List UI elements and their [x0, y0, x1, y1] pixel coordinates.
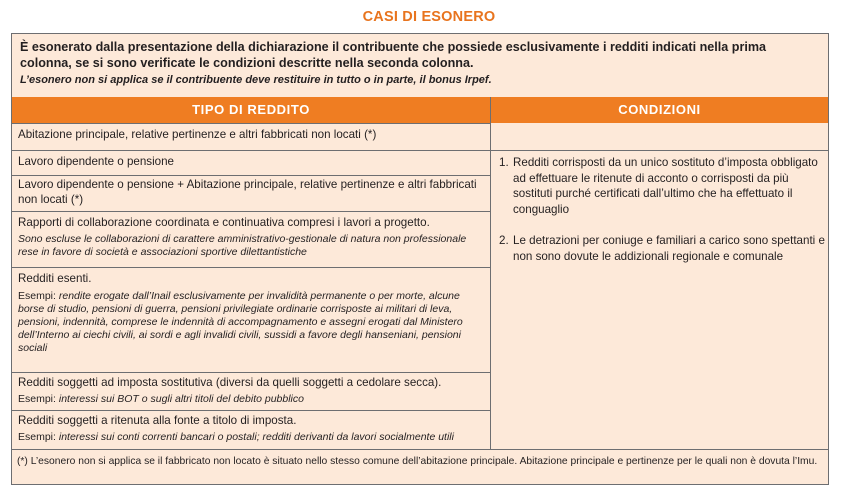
row-divider	[12, 123, 490, 124]
row-detail: interessi sui conti correnti bancari o postali; redditi derivanti da lavori socialmente utili	[58, 430, 454, 443]
row-text: Rapporti di collaborazione coordinata e continuativa compresi i lavori a progetto.	[18, 216, 430, 229]
condition-number: 1.	[499, 156, 509, 169]
condition-item	[499, 155, 825, 217]
intro-box	[12, 34, 828, 97]
row-example-prefix: Esempi:	[18, 392, 59, 405]
condition-number: 2.	[499, 234, 509, 247]
header-income-type: TIPO DI REDDITO	[12, 97, 491, 123]
row-text: Redditi esenti.	[18, 272, 92, 285]
table-row	[18, 128, 488, 143]
table-row	[18, 178, 488, 207]
table-row	[18, 376, 488, 406]
row-divider	[12, 449, 828, 450]
intro-note: L’esonero non si applica se il contribuente deve restituire in tutto o in parte, il bonus Irpef.	[20, 74, 492, 86]
row-text: Redditi soggetti ad imposta sostitutiva (diversi da quelli soggetti a cedolare secca).	[18, 376, 442, 389]
table-row	[18, 155, 488, 170]
footnote: (*) L’esonero non si applica se il fabbricato non locato è situato nello stesso comune dell’abitazione principale. Abitazione principale e pertinenze per le quali non è dovuta l’Imu.	[17, 456, 818, 467]
condition-text: Redditi corrisposti da un unico sostituto d’imposta obbligato ad effettuare le ritenute di acconto o corrisposti da più sostituti purché certificati dall’ultimo che ha effettuato il conguaglio	[513, 156, 818, 216]
row-divider	[12, 372, 490, 373]
condition-item	[499, 233, 825, 264]
row-detail: rendite erogate dall’Inail esclusivamente per invalidità permanente o per morte, alcune borse di studio, pensioni di guerra, pensioni privilegiate ordinarie corrisposte ai militari di leva, pensioni, indennità, comprese le indennità di accompagnamento e assegni erogati dal Ministero dell’Interno ai ciechi civili, ai sordi e agli invalidi civili, sussidi a favore degli hanseniani, pensioni sociali	[18, 289, 463, 355]
table-row	[18, 216, 488, 259]
intro-main-text: È esonerato dalla presentazione della dichiarazione il contribuente che possiede esclusivamente i redditi indicati nella prima colonna, se si sono verificate le condizioni descritte nella seconda colonna.	[20, 40, 767, 70]
row-detail: interessi sui BOT o sugli altri titoli del debito pubblico	[58, 392, 304, 405]
row-text: Redditi soggetti a ritenuta alla fonte a titolo di imposta.	[18, 414, 297, 427]
row-example-prefix: Esempi:	[18, 289, 59, 302]
row-text: Lavoro dipendente o pensione + Abitazione principale, relative pertinenze e altri fabbricati non locati (*)	[18, 178, 477, 206]
row-detail: Sono escluse le collaborazioni di carattere amministrativo-gestionale di natura non professionale rese in favore di società e associazioni sportive dilettantistiche	[18, 232, 467, 258]
row-divider	[12, 410, 490, 411]
row-divider	[12, 267, 490, 268]
row-text: Lavoro dipendente o pensione	[18, 155, 175, 168]
condition-text: Le detrazioni per coniuge e familiari a carico sono spettanti e non sono dovute le addizionali regionale e comunale	[513, 234, 825, 263]
row-divider	[12, 211, 490, 212]
table-row	[18, 272, 488, 356]
row-divider	[12, 175, 490, 176]
table-row	[18, 414, 488, 444]
page-title: CASI DI ESONERO	[362, 9, 496, 25]
header-conditions: CONDIZIONI	[491, 97, 828, 123]
row-example-prefix: Esempi:	[18, 430, 59, 443]
row-text: Abitazione principale, relative pertinenze e altri fabbricati non locati (*)	[18, 128, 377, 141]
exemption-table	[11, 33, 829, 485]
row-divider	[12, 150, 828, 151]
